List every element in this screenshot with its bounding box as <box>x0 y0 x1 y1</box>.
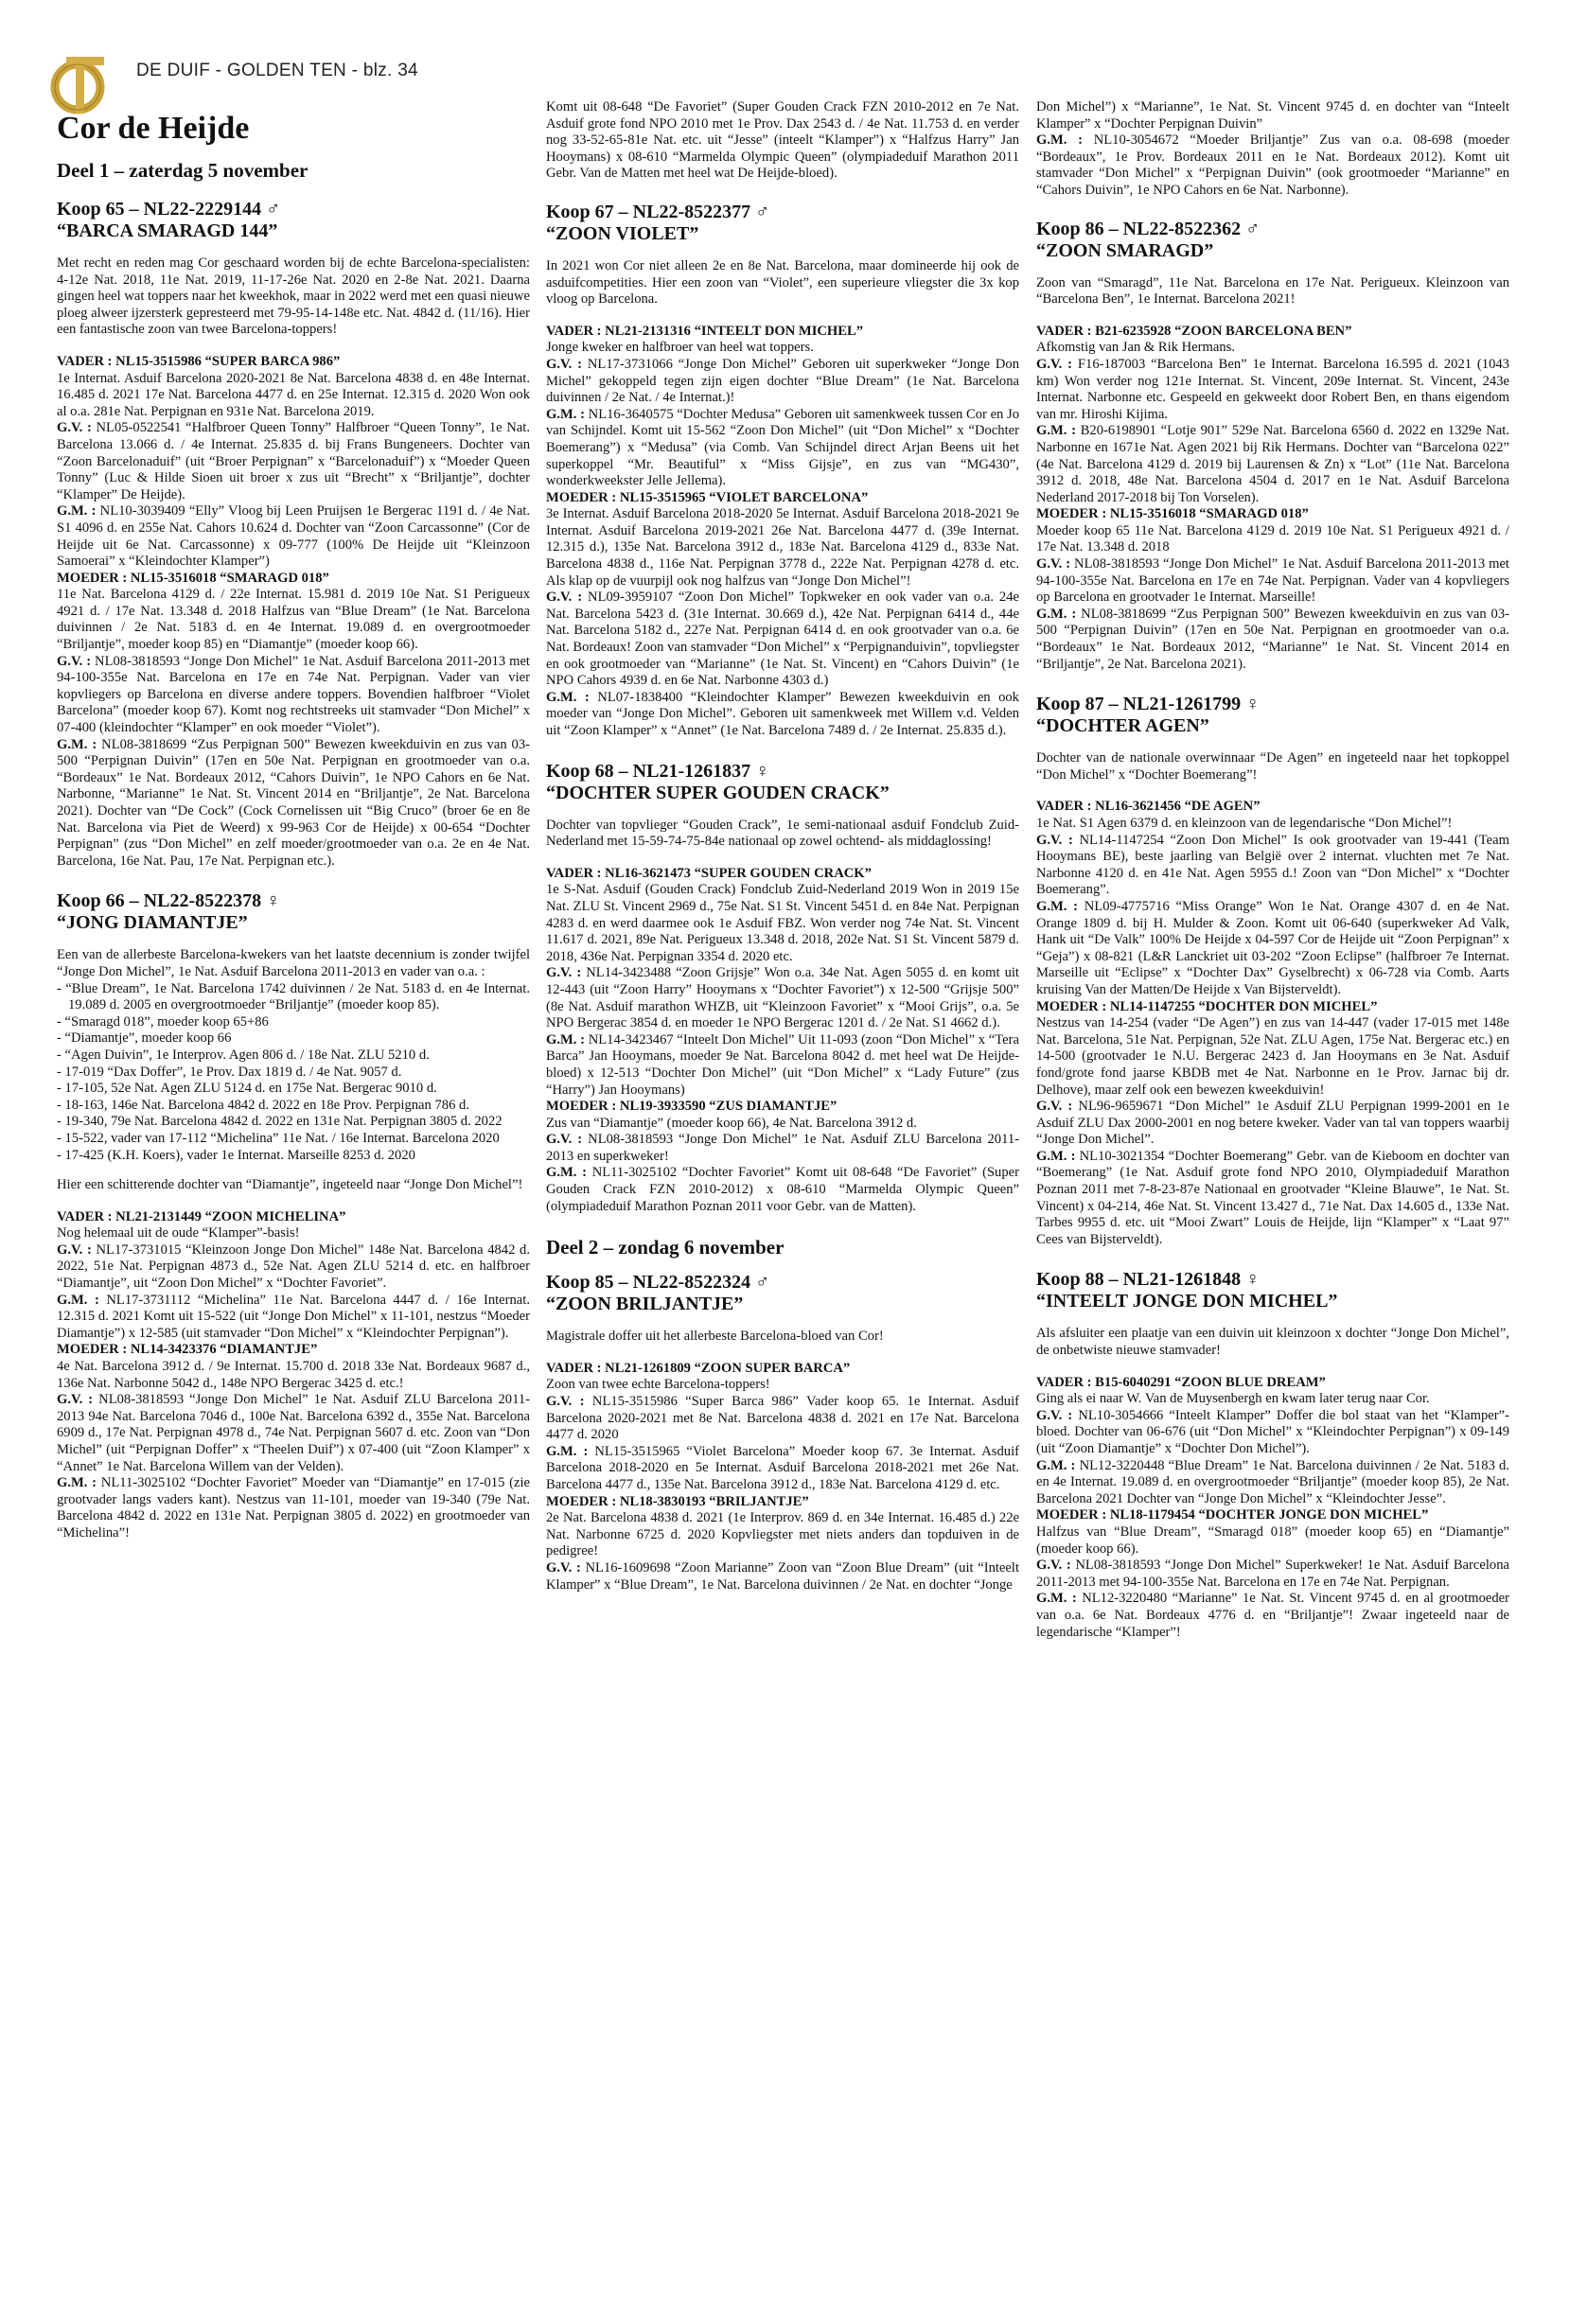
moeder-text: Zus van “Diamantje” (moeder koop 66), 4e Nat. Barcelona 3912 d. <box>546 1115 917 1131</box>
koop-title: Koop 66 – NL22-8522378 ♀ <box>57 890 281 912</box>
gv-text: NL05-0522541 “Halfbroer Queen Tonny” Halfbroer “Queen Tonny”, 1e Nat. Barcelona 13.066 d. / 4e Internat. 25.835 d. bij Frans Bungeneers. Dochter van “Zoon Barcelonaduif” (uit “Broer Perpignan” x “Barcelonaduif”) x “Moeder Queen Tonny” (Luc & Hilde Sioen uit broer x zus uit “Brecht” x “Briljantje”, dochter “Klamper” De Heijde). <box>57 420 530 502</box>
koop-intro: Dochter van de nationale overwinnaar “De Agen” en ingeteeld naar het topkoppel “Don Michel” x “Dochter Boemerang”! <box>1036 750 1509 783</box>
list-item: - “Diamantje”, moeder koop 66 <box>57 1030 232 1047</box>
gv-text: NL08-3818593 “Jonge Don Michel” 1e Nat. Asduif ZLU Barcelona 2011-2013 en superkweker! <box>546 1132 1019 1164</box>
gv-label: G.V. : <box>57 653 92 669</box>
koop-intro: Dochter van topvlieger “Gouden Crack”, 1e semi-nationaal asduif Fondclub Zuid-Nederland met 15-59-74-75-84e nationaal op zowel ochtend- als middaglossing! <box>546 817 1019 850</box>
gv-text: NL17-3731015 “Kleinzoon Jonge Don Michel” 148e Nat. Barcelona 4842 d. 2022, 51e Nat. Perpignan 4873 d., 52e Nat. Agen ZLU 5214 d. etc. en halfbroer “Diamantje”, uit “Zoon Don Michel” x “Dochter Favoriet”. <box>57 1241 530 1292</box>
moeder-text: 2e Nat. Barcelona 4838 d. 2021 (1e Interprov. 869 d. en 34e Internat. 16.485 d.) 22e Nat. Narbonne 6725 d. 2020 Kopvliegster met niets anders dan topduiven in de pedigree! <box>546 1510 1019 1559</box>
vader-text: 1e S-Nat. Asduif (Gouden Crack) Fondclub Zuid-Nederland 2019 Won in 2019 15e Nat. ZLU St. Vincent 2969 d., 75e Nat. S1 St. Vincent 5451 d. en 84e Nat. Perpignan 4283 d. en werd daarmee ook 1e Asduif FBZ. Won verder nog 74e Nat. St. Vincent 11.617 d. 2021, 89e Nat. Perigueux 13.348 d. 2018, 202e Nat. S1 St. Vincent 5879 d. 2018, 436e Nat. Perpignan 3354 d. 2020 etc. <box>546 882 1019 964</box>
koop-name: “ZOON BRILJANTJE” <box>546 1294 744 1315</box>
gm-text: NL12-3220448 “Blue Dream” 1e Nat. Barcelona duivinnen / 2e Nat. 5183 d. en 4e Internat. 19.089 d. en overgrootmoeder “Briljantje” (moeder koop 85), 2e Nat. Barcelona 2021 Dochter van “Jonge Don Michel” x “Kleindochter Jesse”. <box>1036 1457 1509 1506</box>
gm-text: NL14-3423467 “Inteelt Don Michel” Uit 11-093 (zoon “Don Michel” x “Tera Barca” Jan Hooymans, moeder 9e Nat. Barcelona 8042 d. met heel wat De Heijde-bloed) x 12-513 “Dochter Don Michel” (uit “Don Michel” x “Lady Future” (zus “Harry”) Jan Hooymans) <box>546 1031 1019 1098</box>
vader-text: 1e Nat. S1 Agen 6379 d. en kleinzoon van de legendarische “Don Michel”! <box>1036 816 1453 831</box>
moeder-label: MOEDER : NL15-3516018 “SMARAGD 018” <box>1036 506 1309 522</box>
gv-label: G.V. : <box>57 420 92 436</box>
gv-text: NL10-3054666 “Inteelt Klamper” Doffer die bol staat van het “Klamper”-bloed. Dochter van 06-676 (uit “Don Michel” x “Kleindochter Perpignan”) x 09-149 (uit “Zoon Diamantje” x “Dochter Don Michel”). <box>1036 1407 1509 1456</box>
column-3 <box>1036 99 1509 1662</box>
koop-title: Koop 88 – NL21-1261848 ♀ <box>1036 1269 1261 1291</box>
gm-label: G.M. : <box>57 503 97 519</box>
moeder-label: MOEDER : NL15-3516018 “SMARAGD 018” <box>57 570 329 586</box>
koop-name: “INTEELT JONGE DON MICHEL” <box>1036 1291 1338 1312</box>
koop-name: “ZOON SMARAGD” <box>1036 239 1214 261</box>
moeder-text: Halfzus van “Blue Dream”, “Smaragd 018” (moeder koop 65) en “Diamantje” (moeder koop 66). <box>1036 1523 1509 1557</box>
list-item: - “Agen Duivin”, 1e Interprov. Agen 806 d. / 18e Nat. ZLU 5210 d. <box>57 1047 430 1063</box>
gm-label: G.M. : <box>546 1443 589 1459</box>
koop-65 <box>57 199 530 870</box>
koop-title: Koop 68 – NL21-1261837 ♀ <box>546 760 770 782</box>
koop-intro: Een van de allerbeste Barcelona-kwekers van het laatste decennium is zonder twijfel “Jonge Don Michel”, 1e Nat. Asduif Barcelona 2011-2013 en vader van o.a. : <box>57 947 530 979</box>
vader-label: VADER : B15-6040291 “ZOON BLUE DREAM” <box>1036 1374 1326 1390</box>
gm-text: NL08-3818699 “Zus Perpignan 500” Bewezen kweekduivin en zus van 03-500 “Perpignan Duivin” (17en en 50e Nat. Perpignan en grootmoeder van o.a. “Bordeaux” 1e Nat. Bordeaux 2012, “Cahors Duivin”, 1e NPO Cahors en 6e Nat. Narbonne, “Marianne” 1e Nat. St. Vincent 2014 en “Briljantje”, 2e Nat. Barcelona 2021). Dochter van “De Cock” (Cock Cornelissen uit “Big Cruco” (broer 6e en 8e Nat. Barcelona via Piet de Weerd) x 99-963 Cor de Heijde) x 00-654 “Dochter Perpignan” (zus “Don Michel” en zelf moeder/grootmoeder van o.a. 2e en 4e Nat. Barcelona, 16e Nat. Pau, 17e Nat. Perpignan etc.). <box>57 736 530 869</box>
koop-title: Koop 85 – NL22-8522324 ♂ <box>546 1272 770 1294</box>
gv-label: G.V. : <box>1036 1558 1071 1574</box>
gm-text: NL15-3515965 “Violet Barcelona” Moeder koop 67. 3e Internat. Asduif Barcelona 2018-2020 en 5e Internat. Asduif Barcelona 2018-2021 met 26e Nat. Barcelona 4477 d., 135e Nat. Barcelona 3912 d., 183e Nat. Barcelona 4129 d. etc. <box>546 1443 1019 1492</box>
moeder-label: MOEDER : NL14-3423376 “DIAMANTJE” <box>57 1342 318 1358</box>
koop-outro: Hier een schitterende dochter van “Diamantje”, ingeteeld naar “Jonge Don Michel”! <box>57 1177 523 1193</box>
koop-intro: In 2021 won Cor niet alleen 2e en 8e Nat. Barcelona, maar domineerde hij ook de asduifcompetities. Hier een zoon van “Violet”, een superieure vliegster die 3x kop vloog op Barcelona. <box>546 257 1019 308</box>
koop-88 <box>1036 1269 1509 1641</box>
gv-text: NL08-3818593 “Jonge Don Michel” 1e Nat. Asduif Barcelona 2011-2013 met 94-100-355e Nat. Barcelona en 17e en 74e Nat. Perpignan. Vader van 4 kopvliegers op Barcelona en grootvader 1e Internat. Marseille! <box>1036 556 1509 606</box>
moeder-label: MOEDER : NL15-3515965 “VIOLET BARCELONA” <box>546 489 869 505</box>
deel-2-heading: Deel 2 – zondag 6 november <box>546 1236 785 1259</box>
koop-name: “ZOON VIOLET” <box>546 222 699 244</box>
gm-text: NL10-3039409 “Elly” Vloog bij Leen Pruijsen 1e Bergerac 1191 d. / 4e Nat. S1 4096 d. en 255e Nat. Cahors 10.624 d. Dochter van “Zoon Carcassonne” (Cor de Heijde uit 6e Nat. Carcassonne) x 09-777 (100% De Heijde uit “Kleinzoon Samoerai” x “Kleindochter Klamper”) <box>57 503 530 570</box>
koop-name: “JONG DIAMANTJE” <box>57 912 248 934</box>
koop-85 <box>546 1272 1019 1593</box>
gv-text: F16-187003 “Barcelona Ben” 1e Internat. Barcelona 16.595 d. 2021 (1043 km) Won verder nog 121e Internat. St. Vincent, 209e Internat. St. Vincent, 243e Internat. Narbonne etc. Gespeeld en gekweekt door Robert Ben, en thans eigendom van mr. Hiroshi Kijima. <box>1036 356 1509 422</box>
gv-label: G.V. : <box>546 356 583 372</box>
koop-85-continuation: Don Michel”) x “Marianne”, 1e Nat. St. Vincent 9745 d. en dochter van “Inteelt Klamper” x “Dochter Perpignan Duivin” <box>1036 99 1509 132</box>
moeder-text: Nestzus van 14-254 (vader “De Agen”) en zus van 14-447 (vader 17-015 met 148e Nat. Barcelona, 51e Nat. Perpignan, 52e Nat. ZLU Agen, 175e Nat. Bergerac etc.) en 14-500 (grootvader 1e N.U. Bergerac 2423 d. Jan Hooymans en 3e Nat. Asduif fond/grote fond jaarse KBDB met 4e Nat. Narbonne en 1e Prov. Jarnac bij dr. Delhove), maar zelf ook een bewezen kweekduivin! <box>1036 1015 1509 1098</box>
koop-title: Koop 67 – NL22-8522377 ♂ <box>546 201 770 222</box>
vader-label: VADER : NL21-2131316 “INTEELT DON MICHEL” <box>546 323 864 339</box>
koop-name: “DOCHTER AGEN” <box>1036 715 1209 737</box>
vader-text: Jonge kweker en halfbroer van heel wat toppers. <box>546 340 814 356</box>
gv-text: NL14-3423488 “Zoon Grijsje” Won o.a. 34e Nat. Agen 5055 d. en komt uit 12-443 (uit “Zoon Harry” Hooymans x “Dochter Favoriet”) x 12-500 “Grijsje 500” (8e Nat. Asduif marathon WHZB, uit “Kleinzoon Favoriet” x “Mooi Grijs”, o.a. 5e NPO Bergerac 3854 d. en moeder 1e NPO Bergerac 1201 d. / 2e Nat. S1 4662 d.). <box>546 965 1019 1031</box>
gv-label: G.V. : <box>1036 356 1073 372</box>
moeder-label: MOEDER : NL18-3830193 “BRILJANTJE” <box>546 1493 809 1509</box>
vader-text: 1e Internat. Asduif Barcelona 2020-2021 8e Nat. Barcelona 4838 d. en 48e Internat. 16.485 d. 2021 17e Nat. Barcelona 4477 d. en 25e Internat. 12.315 d. 2020 Won ook al o.a. 281e Nat. Perpignan en 931e Nat. Barcelona 2019. <box>57 370 530 419</box>
koop-67 <box>546 202 1019 740</box>
gm-text: NL16-3640575 “Dochter Medusa” Geboren uit samenkweek tussen Cor en Jo van Schijndel. Komt uit 15-562 “Zoon Don Michel” (uit “Don Michel” x “Dochter Boemerang”) x “Medusa” (via Comb. Van Schijndel direct Arjan Beens uit het superkoppel “Mr. Beautiful” x “Miss Gijsje”, en zus van “MG430”, wonderkweekster Jelle Jellema). <box>546 406 1020 489</box>
gv-label: G.V. : <box>1036 556 1071 572</box>
deel-1-heading: Deel 1 – zaterdag 5 november <box>57 159 309 182</box>
gm-label: G.M. : <box>546 1031 585 1048</box>
gv-text: NL16-1609698 “Zoon Marianne” Zoon van “Zoon Blue Dream” (uit “Inteelt Klamper” x “Blue Dream”, 1e Nat. Barcelona duivinnen / 2e Nat. en dochter “Jonge <box>546 1559 1019 1593</box>
gv-label: G.V. : <box>546 1394 585 1410</box>
moeder-text: 11e Nat. Barcelona 4129 d. / 22e Internat. 15.981 d. 2019 10e Nat. S1 Perigueux 4921 d. / 17e Nat. 13.348 d. 2018 Halfzus van “Blue Dream” (1e Nat. Barcelona duivinnen / 2e Nat. 5183 d. en 4e Internat. 19.089 d. en overgrootmoeder “Briljantje”, moeder koop 85) en “Diamantje” (moeder koop 66). <box>57 587 530 653</box>
gm-text: NL10-3054672 “Moeder Briljantje” Zus van o.a. 08-698 (moeder “Bordeaux”, 1e Prov. Bordeaux 2011 en 1e Nat. Bordeaux 2012). Komt uit stamvader “Don Michel” x “Perpignan Duivin” (ook grootmoeder “Marianne” en “Cahors Duivin”, 1e NPO Cahors en 6e Nat. Narbonne). <box>1036 132 1509 198</box>
gv-label: G.V. : <box>57 1392 94 1408</box>
moeder-text: Moeder koop 65 11e Nat. Barcelona 4129 d. 2019 10e Nat. S1 Perigueux 4921 d. / 17e Nat. 13.348 d. 2018 <box>1036 522 1509 555</box>
vader-label: VADER : NL16-3621473 “SUPER GOUDEN CRACK” <box>546 865 872 881</box>
gv-label: G.V. : <box>546 1132 583 1148</box>
list-item: - 17-019 “Dax Doffer”, 1e Prov. Dax 1819 d. / 4e Nat. 9057 d. <box>57 1064 402 1080</box>
koop-86 <box>1036 219 1509 674</box>
gv-text: NL08-3818593 “Jonge Don Michel” 1e Nat. Asduif ZLU Barcelona 2011-2013 94e Nat. Barcelona 7046 d., 100e Nat. Barcelona 6392 d., 355e Nat. Barcelona 6909 d., 17e Nat. Perpignan 4978 d., 74e Nat. Perpignan 5607 d. etc. Zoon van “Don Michel” (uit “Perpignan Doffer” x “Theelen Duif”) x 07-400 (uit “Zoon Klamper” x “Annet” 1e Nat. Barcelona Willem van der Velden). <box>57 1392 530 1474</box>
column-1 <box>57 106 530 1563</box>
koop-87 <box>1036 694 1509 1248</box>
vader-label: VADER : NL16-3621456 “DE AGEN” <box>1036 799 1261 815</box>
gv-label: G.V. : <box>1036 832 1073 848</box>
koop-title: Koop 87 – NL21-1261799 ♀ <box>1036 694 1261 715</box>
gm-text: NL08-3818699 “Zus Perpignan 500” Bewezen kweekduivin en zus van 03-500 “Perpignan Duivin” (17en en 50e Nat. Perpignan en grootmoeder van o.a. “Bordeaux” 1e Nat. Bordeaux 2012, “Marianne” 1e Nat. St. Vincent 2014 en “Briljantje”, 2e Nat. Barcelona 2021). <box>1036 606 1509 672</box>
vader-label: VADER : NL15-3515986 “SUPER BARCA 986” <box>57 353 341 369</box>
koop-intro: Als afsluiter een plaatje van een duivin uit kleinzoon x dochter “Jonge Don Michel”, de onbetwiste nieuwe stamvader! <box>1036 1326 1509 1359</box>
koop-intro: Magistrale doffer uit het allerbeste Barcelona-bloed van Cor! <box>546 1329 884 1345</box>
gm-text: B20-6198901 “Lotje 901” 529e Nat. Barcelona 6560 d. 2022 en 1329e Nat. Narbonne en 1671e Nat. Agen 2021 bij Rik Hermans. Dochter van “Barcelona 022” (4e Nat. Barcelona 4129 d. 2019 bij Laurensen & Zn) x “Lot” (11e Nat. Barcelona 3912 d. 2018, 48e Nat. Barcelona 4504 d. 2017 en 1e Nat. Asduif Barcelona Nederland 2017-2018 bij Ton Vorselen). <box>1036 423 1509 505</box>
vader-label: VADER : B21-6235928 “ZOON BARCELONA BEN” <box>1036 323 1352 339</box>
gv-text: NL14-1147254 “Zoon Don Michel” Is ook grootvader van 19-441 (Team Hooymans BE), beste jaarling van België over 2 internat. vluchten met 7e Nat. Narbonne 4120 d. en 41e Nat. Agen 5955 d.! Zoon van “Don Michel” x “Dochter Boemerang”. <box>1036 832 1509 898</box>
gv-text: NL08-3818593 “Jonge Don Michel” Superkweker! 1e Nat. Asduif Barcelona 2011-2013 met 94-100-355e Nat. Barcelona en 17e en 74e Nat. Perpignan. <box>1036 1558 1509 1590</box>
moeder-text: 4e Nat. Barcelona 3912 d. / 9e Internat. 15.700 d. 2018 33e Nat. Bordeaux 9687 d., 136e Nat. Narbonne 5042 d., 148e NPO Bergerac 3425 d. etc.! <box>57 1359 530 1391</box>
koop-66 <box>57 890 530 1541</box>
gm-text: NL07-1838400 “Kleindochter Klamper” Bewezen kweekduivin en ook moeder van “Jonge Don Michel”. Geboren uit samenkweek met Willem v.d. Velden uit “Zoon Klamper” x “Annet” (1e Nat. Barcelona 7489 d. / 2e Internat. 25.835 d.). <box>546 689 1019 738</box>
list-item: - “Smaragd 018”, moeder koop 65+86 <box>57 1013 269 1030</box>
koop-name: “BARCA SMARAGD 144” <box>57 220 278 241</box>
offspring-list <box>57 981 530 1165</box>
koop-name: “DOCHTER SUPER GOUDEN CRACK” <box>546 782 890 803</box>
moeder-label: MOEDER : NL14-1147255 “DOCHTER DON MICHEL” <box>1036 998 1378 1014</box>
column-2 <box>546 99 1019 1614</box>
gv-text: NL15-3515986 “Super Barca 986” Vader koop 65. 1e Internat. Asduif Barcelona 2020-2021 met 8e Nat. Barcelona 4838 d. 2021 en 17e Nat. Barcelona 4477 d. 2020 <box>546 1394 1019 1443</box>
gm-label: G.M. : <box>1036 1148 1076 1164</box>
gm-text: NL10-3021354 “Dochter Boemerang” Gebr. van de Kieboom en dochter van “Boemerang” (1e Nat. Asduif grote fond NPO 2010, Olympiadeduif Marathon Poznan 2011 met 7-8-23-87e Nationaal en grootvader “Kleine Blauwe”, 1e Nat. St. Vincent) x 04-214, 46e Nat. St. Vincent 13.427 d., 71e Nat. Dax 14.605 d., 133e Nat. Tarbes 9955 d. etc. uit “Mooi Zwart” Louis de Heijde, lijn “Klamper” x “Laat 97” Cees van Bijsterveldt). <box>1036 1148 1509 1247</box>
gv-label: G.V. : <box>546 965 582 981</box>
page-header-text: DE DUIF - GOLDEN TEN - blz. 34 <box>136 61 418 80</box>
gm-label: G.M. : <box>1036 898 1079 914</box>
gm-label: G.M. : <box>546 689 590 705</box>
list-item: - 17-425 (K.H. Koers), vader 1e Internat. Marseille 8253 d. 2020 <box>57 1147 415 1163</box>
koop-title: Koop 86 – NL22-8522362 ♂ <box>1036 218 1261 239</box>
gm-text: NL17-3731112 “Michelina” 11e Nat. Barcelona 4447 d. / 16e Internat. 12.315 d. 2021 Komt uit 15-522 (uit “Jonge Don Michel” x 11-101, nestzus “Moeder Diamantje”) x 12-585 (uit stamvader “Don Michel” x “Kleindochter Perpignan”). <box>57 1292 530 1341</box>
gm-label: G.M. : <box>1036 1591 1077 1607</box>
moeder-label: MOEDER : NL18-1179454 “DOCHTER JONGE DON MICHEL” <box>1036 1507 1429 1523</box>
moeder-label: MOEDER : NL19-3933590 “ZUS DIAMANTJE” <box>546 1099 838 1115</box>
list-item: - “Blue Dream”, 1e Nat. Barcelona 1742 duivinnen / 2e Nat. 5183 d. en 4e Internat. 19.089 d. 2005 en overgrootmoeder “Briljantje” (moeder koop 85). <box>57 980 530 1013</box>
gm-label: G.M. : <box>57 1475 97 1491</box>
gm-text: NL11-3025102 “Dochter Favoriet” Moeder van “Diamantje” en 17-015 (zie grootvader langs vaders kant). Nestzus van 11-101, moeder van 19-340 (79e Nat. Barcelona 4842 d. 2022 en 131e Nat. Perpignan 3805 d. 2022) en grootmoeder van “Michelina”! <box>57 1475 530 1541</box>
gm-text: NL12-3220480 “Marianne” 1e Nat. St. Vincent 9745 d. en al grootmoeder van o.a. 6e Nat. Bordeaux 4776 d. en “Briljantje”! Zwaar ingeteeld naar de legendarische “Klamper”! <box>1036 1591 1510 1640</box>
gm-label: G.M. : <box>1036 132 1083 149</box>
gm-label: G.M. : <box>1036 423 1076 439</box>
gv-text: NL09-3959107 “Zoon Don Michel” Topkweker en ook vader van o.a. 24e Nat. Barcelona 5423 d. (31e Internat. 30.669 d.), 42e Nat. Perpignan 6414 d., 44e Nat. Barcelona 5182 d., 227e Nat. Perpignan 6414 d. en ook grootvader van o.a. 6e Nat. Bordeaux! Zoon van stamvader “Don Michel” x “Perpignanduivin”, topvliegster en ook grootmoeder van “Marianne” (1e Nat. St. Vincent) en “Cahors Duivin” (1e NPO Cahors 4939 d. en 6e Nat. Narbonne 4303 d.) <box>546 590 1019 689</box>
vader-text: Afkomstig van Jan & Rik Hermans. <box>1036 340 1235 356</box>
list-item: - 15-522, vader van 17-112 “Michelina” 11e Nat. / 16e Internat. Barcelona 2020 <box>57 1130 500 1146</box>
gm-label: G.M. : <box>546 406 585 422</box>
koop-66-continuation: Komt uit 08-648 “De Favoriet” (Super Gouden Crack FZN 2010-2012 en 7e Nat. Asduif grote fond NPO 2010 met 1e Prov. Dax 2543 d. / 4e Nat. 11.753 d. en verder nog 33-52-65-81e Nat. etc. uit “Jesse” (inteelt “Klamper”) x “Halfzus Harry” Jan Hooymans) x 08-610 “Marmelda Olympic Queen” (olympiadeduif Marathon 2011 Gebr. Van de Matten met heel wat De Heijde-bloed). <box>546 99 1019 182</box>
gv-label: G.V. : <box>1036 1407 1073 1423</box>
koop-intro: Met recht en reden mag Cor geschaard worden bij de echte Barcelona-specialisten: 4-12e Nat. 2018, 11e Nat. 2019, 11-17-26e Nat. 2020 en 2-8e Nat. 2021. Daarna gingen heel wat toppers naar het kweekhok, maar in 2022 werd met een quasi nieuwe ploeg alweer ijzersterk gepresteerd met 79-95-14-148e etc. Nat. 4842 d. (11/16). Hier een fantastische zoon van twee Barcelona-toppers! <box>57 255 530 338</box>
gm-label: G.M. : <box>546 1165 587 1181</box>
vader-text: Zoon van twee echte Barcelona-toppers! <box>546 1377 770 1393</box>
gv-label: G.V. : <box>546 590 583 606</box>
koop-title: Koop 65 – NL22-2229144 ♂ <box>57 199 281 220</box>
gv-text: NL17-3731066 “Jonge Don Michel” Geboren uit superkweker “Jonge Don Michel” gekoppeld tegen zijn eigen dochter “Blue Dream” (1e Nat. Barcelona duivinnen / 2e Nat. / 4e Internat.)! <box>546 356 1019 406</box>
koop-68 <box>546 761 1019 1216</box>
list-item: - 17-105, 52e Nat. Agen ZLU 5124 d. en 175e Nat. Bergerac 9010 d. <box>57 1081 437 1097</box>
vader-text: Nog helemaal uit de oude “Klamper”-basis! <box>57 1225 300 1241</box>
gv-text: NL08-3818593 “Jonge Don Michel” 1e Nat. Asduif Barcelona 2011-2013 met 94-100-355e Nat. Barcelona en 17e en 74e Nat. Perpignan. Vader van vier kopvliegers op Barcelona en diverse andere toppers. Bovendien halfbroer “Violet Barcelona” (moeder koop 67). Komt nog rechtstreeks uit stamvader “Don Michel” x 07-400 (kleindochter “Klamper” en ook moeder “Violet”). <box>57 653 530 736</box>
gm-text: NL09-4775716 “Miss Orange” Won 1e Nat. Orange 4307 d. en 4e Nat. Orange 1809 d. bij H. Mulder & Zoon. Komt uit 06-640 (superkweker Ad Valk, Hank uit “De Valk” 100% De Heijde x 04-597 Cor de Heijde uit “Zoon Perpignan” x “Geja”) x 08-821 (L&R Lanckriet uit 03-202 “Zoon Eclipse” (halfbroer 7e Internat. Marseille uit “Eclipse” x “Dochter Dax” Gyselbrecht) x 06-728 via Comb. Aarts kruising Van der Matten/De Heijde x Van Bijsterveldt). <box>1036 898 1509 997</box>
gm-label: G.M. : <box>1036 1457 1076 1473</box>
moeder-text: 3e Internat. Asduif Barcelona 2018-2020 5e Internat. Asduif Barcelona 2018-2021 9e Internat. Asduif Barcelona 2019-2021 26e Nat. Barcelona 4477 d. (39e Internat. 12.315 d.), 135e Nat. Barcelona 3912 d., 183e Nat. Barcelona 4129 d., 833e Nat. Barcelona 4838 d., 116e Nat. Perpignan 3778 d., 222e Nat. Perpignan 4278 d. etc. Als klap op de vuurpijl ook nog halfzus van “Jonge Don Michel”! <box>546 506 1019 589</box>
gm-label: G.M. : <box>57 1292 99 1308</box>
list-item: - 18-163, 146e Nat. Barcelona 4842 d. 2022 en 18e Prov. Perpignan 786 d. <box>57 1097 469 1113</box>
gv-label: G.V. : <box>546 1559 581 1576</box>
section-title: Cor de Heijde <box>57 111 250 146</box>
list-item: - 19-340, 79e Nat. Barcelona 4842 d. 2022 en 131e Nat. Perpignan 3805 d. 2022 <box>57 1114 503 1130</box>
koop-intro: Zoon van “Smaragd”, 11e Nat. Barcelona en 17e Nat. Perigueux. Kleinzoon van “Barcelona Ben”, 1e Internat. Barcelona 2021! <box>1036 274 1509 308</box>
gm-label: G.M. : <box>57 736 97 752</box>
vader-label: VADER : NL21-1261809 “ZOON SUPER BARCA” <box>546 1360 851 1376</box>
gv-text: NL96-9659671 “Don Michel” 1e Asduif ZLU Perpignan 1999-2001 en 1e Asduif ZLU Dax 2000-2001 en nog betere kweker. Vader van tal van toppers waarbij “Jonge Don Michel”. <box>1036 1099 1509 1148</box>
vader-label: VADER : NL21-2131449 “ZOON MICHELINA” <box>57 1208 346 1224</box>
gv-label: G.V. : <box>57 1241 92 1258</box>
gm-label: G.M. : <box>1036 606 1077 622</box>
gv-label: G.V. : <box>1036 1099 1073 1115</box>
gm-text: NL11-3025102 “Dochter Favoriet” Komt uit 08-648 “De Favoriet” (Super Gouden Crack FZN 2010-2012) x 08-610 “Marmelda Olympic Queen” (olympiadeduif Marathon Poznan 2011 voor Gebr. van de Matten). <box>546 1165 1019 1214</box>
vader-text: Ging als ei naar W. Van de Muysenbergh en kwam later terug naar Cor. <box>1036 1391 1430 1407</box>
